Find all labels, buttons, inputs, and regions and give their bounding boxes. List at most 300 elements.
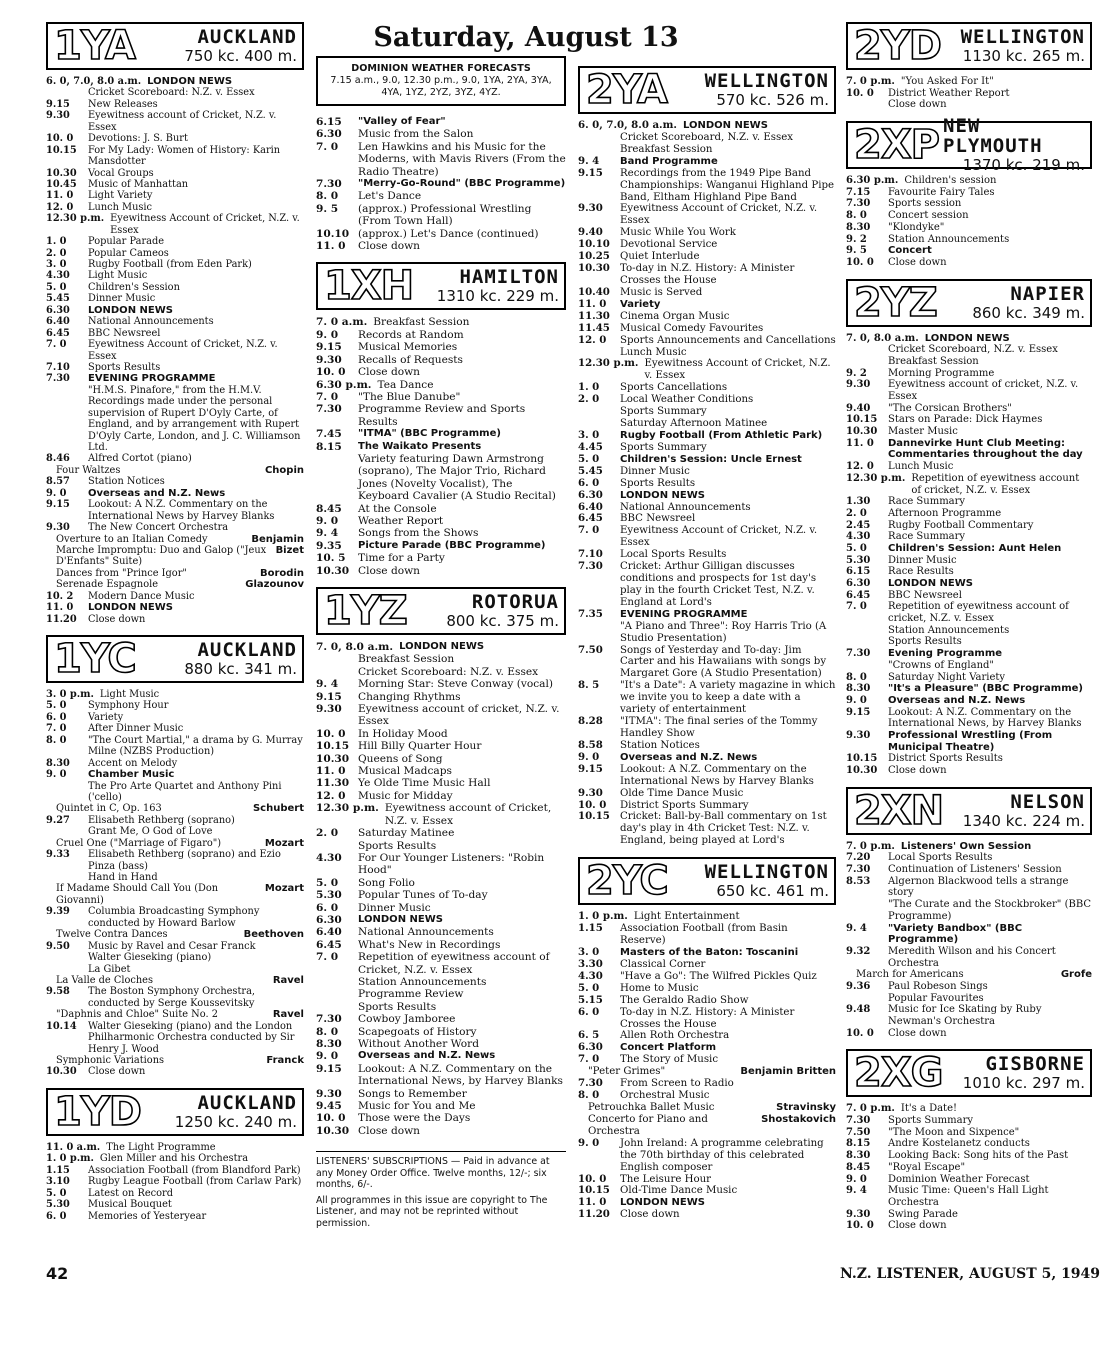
programme-entry	[578, 335, 836, 347]
programme-work	[46, 803, 304, 814]
programme-time: 5. 0	[46, 700, 67, 712]
programme-time: 1. 0	[578, 381, 600, 394]
programme-title: The Boston Symphony Orchestra, conducted by Serge Koussevitsky	[88, 986, 256, 1009]
programme-title: Cricket Scoreboard: N.Z. v. Essex	[88, 87, 255, 99]
programme-entry	[846, 1150, 1092, 1162]
programme-time	[316, 1001, 358, 1013]
programme-title: Morning Programme	[888, 367, 995, 379]
programme-time: 7.10	[46, 361, 70, 373]
programme-title: Sports Results	[888, 636, 962, 648]
programme-work	[46, 838, 304, 849]
programme-time: 7.30	[316, 178, 342, 191]
programme-entry	[46, 328, 304, 339]
programme-entry	[578, 1042, 836, 1054]
programme-entry	[846, 198, 1092, 210]
programme-time: 9. 0	[578, 750, 600, 763]
programme-time: 7.30	[316, 403, 342, 416]
station-frequency: 880 kc. 341 m.	[184, 660, 297, 678]
programme-title: Picture Parade (BBC Programme)	[358, 539, 546, 551]
programme-entry	[846, 99, 1092, 111]
programme-entry	[316, 852, 566, 877]
programme-title: The Waikato Presents	[358, 440, 482, 452]
programme-entry	[846, 695, 1092, 707]
programme-time: 6.40	[578, 500, 603, 513]
programme-entry	[846, 765, 1092, 777]
programme-work	[46, 1055, 304, 1066]
programme-time: 1.15	[578, 922, 603, 935]
programme-time: 9. 4	[846, 922, 867, 934]
programme-entry	[46, 476, 304, 487]
station-frequency: 1010 kc. 297 m.	[962, 1074, 1085, 1093]
composer: Ravel	[272, 1009, 304, 1021]
programme-title: Tea Dance	[377, 378, 434, 391]
programme-time	[578, 621, 620, 645]
programme-title: Dinner Music	[358, 901, 431, 914]
station-callsign: 2YC	[586, 858, 668, 905]
programme-entry	[46, 190, 304, 201]
programme-time: 7.30	[846, 1115, 871, 1127]
station-frequency: 1250 kc. 240 m.	[174, 1112, 297, 1131]
programme-time: 8. 0	[316, 1025, 339, 1038]
programme-time: 6. 0	[316, 901, 339, 914]
programme-title: Memories of Yesteryear	[88, 1210, 207, 1222]
programme-title: Dannevirke Hunt Club Meeting: Commentaries throughout the day	[888, 437, 1083, 461]
programme-title: Meredith Wilson and his Concert Orchestra	[888, 945, 1056, 969]
programme-entry	[316, 988, 566, 1000]
programme-entry	[578, 323, 836, 335]
programme-title: Algernon Blackwood tells a strange story	[888, 875, 1069, 899]
programme-time: 9. 5	[846, 245, 867, 257]
programme-time: 9.30	[46, 110, 70, 122]
programme-time: 10. 0	[846, 1220, 874, 1232]
programme-time	[46, 87, 88, 98]
programme-time: 10. 0	[46, 133, 74, 145]
station-block	[316, 262, 566, 583]
programme-time: 12.30 p.m.	[578, 357, 639, 370]
programme-title: "Klondyke"	[888, 221, 945, 233]
programme-entry	[46, 1165, 304, 1176]
programme-time: 5. 0	[578, 452, 600, 465]
programme-entry	[578, 609, 836, 621]
programme-title: Lookout: A N.Z. Commentary on the International News by Harvey Blanks	[620, 763, 814, 787]
programme-title: Eyewitness Account of Cricket, N.Z. v. Essex	[620, 525, 818, 549]
programme-title: Lookout: A N.Z. Commentary on the International News, by Harvey Blanks	[888, 706, 1082, 730]
programme-entry	[316, 515, 566, 527]
programme-entry	[316, 1063, 566, 1088]
programme-title: Eyewitness account of Cricket, N.Z. v. Essex	[88, 110, 277, 133]
programme-title: Lunch Music	[888, 461, 954, 473]
programme-time: 8.28	[578, 715, 603, 728]
programme-title: To-day in N.Z. History: A Minister Crosses the House	[620, 263, 795, 286]
programme-title: Masters of the Baton: Toscanini	[620, 947, 799, 958]
programme-time: 11. 0	[46, 602, 74, 614]
programme-entry	[316, 428, 566, 440]
programme-time: 7.50	[578, 643, 603, 656]
station-block	[46, 1088, 304, 1228]
programme-entry	[846, 636, 1092, 648]
programme-title: National Announcements	[88, 316, 214, 328]
programme-title: Sports Results	[358, 839, 437, 852]
programme-entry	[846, 175, 1092, 187]
programme-time: 5.30	[46, 1199, 70, 1211]
programme-time: 6.30 p.m.	[316, 378, 372, 391]
programme-entry	[846, 1103, 1092, 1115]
programme-time: 10.30	[846, 426, 878, 438]
programme-title: Song Folio	[358, 876, 415, 889]
programme-time: 8. 0	[578, 1089, 600, 1102]
programme-entry	[316, 902, 566, 914]
programme-title: Symphony Hour	[88, 700, 169, 712]
programme-entry	[316, 379, 566, 391]
work-title: Dances from "Prince Igor"	[56, 567, 187, 579]
programme-time: 3.30	[578, 957, 603, 970]
programme-entry	[846, 707, 1092, 730]
programme-entry	[578, 788, 836, 800]
programme-title: From Screen to Radio	[620, 1078, 734, 1090]
programme-title: Close down	[358, 564, 420, 577]
programme-entry	[316, 116, 566, 128]
programme-entry	[316, 540, 566, 552]
programme-title: National Announcements	[358, 926, 494, 939]
programme-entry	[846, 368, 1092, 380]
programme-work	[46, 1009, 304, 1020]
programme-entry	[578, 525, 836, 549]
programme-title: Without Another Word	[358, 1038, 480, 1050]
programme-entry	[578, 1197, 836, 1209]
station-header	[578, 857, 836, 905]
programme-time: 8.30	[316, 1038, 342, 1050]
weather-heading: DOMINION WEATHER FORECASTS	[351, 63, 531, 74]
programme-entry	[316, 329, 566, 341]
programme-entry	[578, 203, 836, 227]
programme-title: Let's Dance	[358, 190, 422, 203]
programme-title: Programme Review	[358, 988, 464, 1001]
station-block	[316, 587, 566, 1143]
programme-time: 9. 0	[316, 328, 339, 341]
programme-title: Music from the Salon	[358, 128, 474, 141]
programme-entry	[316, 1001, 566, 1013]
programme-time: 10.15	[846, 414, 878, 426]
programme-entry	[846, 590, 1092, 602]
station-header	[846, 1049, 1092, 1097]
programme-time: 9. 4	[316, 678, 339, 691]
programme-time: 9.15	[316, 341, 342, 354]
programme-title: Saturday Afternoon Matinee	[620, 418, 768, 430]
programme-time: 9.30	[578, 202, 603, 215]
programme-title: Rugby Football (From Athletic Park)	[620, 429, 823, 441]
programme-entry	[846, 730, 1092, 753]
programme-entry	[846, 1209, 1092, 1221]
programme-entry	[846, 660, 1092, 672]
programme-entry	[46, 1211, 304, 1222]
programme-title: Sports Summary	[620, 406, 707, 418]
programme-title: Home to Music	[620, 982, 699, 994]
programme-title: Station Notices	[620, 739, 700, 751]
programme-entry	[846, 841, 1092, 853]
programme-entry	[46, 849, 304, 872]
programme-time: 6.15	[846, 566, 871, 578]
programme-title: Close down	[888, 765, 947, 776]
programme-time: 11.30	[316, 777, 350, 790]
programme-time: 9. 0	[46, 487, 67, 499]
programme-time: 9.30	[316, 703, 342, 716]
programme-entry	[846, 1185, 1092, 1208]
programme-time: 5.45	[578, 464, 603, 477]
programme-time: 9. 0	[46, 769, 67, 781]
programme-time: 3. 0	[578, 946, 600, 958]
programme-time: 10.14	[46, 1020, 77, 1032]
programme-time: 9.39	[46, 906, 70, 918]
programme-title: Overseas and N.Z. News	[620, 751, 758, 763]
station-block	[316, 116, 566, 258]
programme-title: Dominion Weather Forecast	[888, 1173, 1030, 1185]
programme-time: 9. 0	[316, 1050, 339, 1063]
programme-entry	[846, 625, 1092, 637]
programme-time: 1.15	[46, 1164, 70, 1176]
programme-entry	[846, 1174, 1092, 1186]
work-title: March for Americans	[856, 969, 964, 981]
programme-entry	[316, 666, 566, 678]
programme-time: 7. 0, 8.0 a.m.	[316, 641, 394, 653]
programme-time: 6. 0	[46, 1210, 67, 1222]
programme-entry	[578, 156, 836, 168]
programme-time	[46, 826, 88, 837]
programme-entry	[578, 959, 836, 971]
programme-title: LONDON NEWS	[620, 489, 705, 501]
programme-title: Music for You and Me	[358, 1100, 476, 1113]
programme-title: Breakfast Session	[358, 653, 455, 666]
programme-entry	[46, 591, 304, 602]
programme-title: Breakfast Session	[888, 355, 979, 367]
programme-title: Records at Random	[358, 328, 464, 341]
programme-title: Devotions: J. S. Burt	[88, 133, 188, 145]
programme-title: Music While You Work	[620, 227, 736, 239]
composer: Benjamin Britten	[740, 1066, 836, 1078]
programme-time: 7.30	[578, 560, 603, 573]
programme-title: Dinner Music	[888, 554, 957, 566]
programme-time	[46, 385, 88, 454]
programme-title: BBC Newsreel	[620, 513, 696, 525]
programme-title: "You Asked For It"	[900, 76, 994, 87]
programme-time: 7. 0 p.m.	[846, 1103, 895, 1115]
programme-time: 5. 0	[46, 1187, 67, 1199]
programme-title: LONDON NEWS	[924, 332, 1010, 344]
programme-title: Listeners' Own Session	[900, 840, 1032, 852]
programme-entry	[46, 522, 304, 533]
programme-title: Sports Results	[358, 1000, 437, 1013]
programme-title: Local Sports Results	[888, 852, 993, 864]
programme-time: 9.33	[46, 849, 70, 861]
programme-title: "Valley of Fear"	[358, 116, 446, 127]
programme-title: Recalls of Requests	[358, 353, 463, 366]
programme-entry	[846, 344, 1092, 356]
programme-title: Station Announcements	[888, 624, 1010, 636]
programme-entry	[46, 815, 304, 826]
programme-time: 5. 0	[578, 981, 600, 994]
programme-time	[578, 406, 620, 418]
programme-entry	[316, 1100, 566, 1112]
programme-entry	[846, 683, 1092, 695]
programme-title: The Geraldo Radio Show	[620, 994, 749, 1006]
programme-title: To-day in N.Z. History: A Minister Crosses the House	[620, 1006, 795, 1030]
programme-title: Variety featuring Dawn Armstrong (soprano), The Major Trio, Richard Jones (Novelty Vocalist), The Keyboard Cavalier (A Studio Recital)	[358, 452, 556, 503]
programme-time: 9.50	[46, 940, 70, 952]
station-city: NELSON	[1010, 790, 1085, 813]
programme-time: 8.53	[846, 875, 871, 887]
programme-title: BBC Newsreel	[888, 589, 962, 601]
programme-time: 7.30	[846, 648, 871, 660]
programme-entry	[578, 971, 836, 983]
programme-entry	[316, 366, 566, 378]
programme-time	[846, 993, 888, 1005]
programme-entry	[316, 354, 566, 366]
programme-time	[316, 666, 358, 678]
station-header	[46, 22, 304, 70]
station-header	[846, 115, 1092, 175]
programme-entry	[578, 1138, 836, 1174]
programme-time: 7. 0	[578, 1053, 600, 1066]
programme-time: 6. 0	[46, 711, 67, 723]
programme-work	[46, 579, 304, 590]
programme-title: "The Court Martial," a drama by G. Murray Milne (NZBS Production)	[88, 734, 303, 758]
programme-time: 6.30	[578, 1041, 603, 1054]
programme-entry	[46, 614, 304, 625]
programme-time: 7. 0	[46, 339, 67, 351]
programme-entry	[316, 527, 566, 539]
programme-title: Weather Report	[358, 514, 444, 527]
programme-title: Elisabeth Rethberg (soprano) and Ezio Pinza (bass)	[88, 849, 281, 872]
programme-title: Children's Session: Uncle Ernest	[620, 453, 802, 465]
programme-title: Latest on Record	[88, 1187, 173, 1199]
programme-time: 6. 0, 7.0, 8.0 a.m.	[578, 119, 677, 131]
station-frequency: 1340 kc. 224 m.	[962, 811, 1085, 830]
programme-time: 9.30	[316, 353, 342, 366]
programme-time: 6.40	[46, 316, 70, 328]
programme-time: 7.45	[316, 428, 342, 441]
programme-time: 11.20	[46, 613, 77, 625]
programme-title: Association Football (from Basin Reserve)	[620, 923, 788, 947]
programme-title: Cinema Organ Music	[620, 310, 730, 322]
programme-entry	[316, 141, 566, 178]
programme-entry	[316, 827, 566, 839]
programme-time	[316, 453, 358, 503]
programme-time: 7. 0 a.m.	[316, 316, 368, 329]
programme-time: 6. 0	[578, 476, 600, 489]
composer: Grofe	[1060, 969, 1092, 981]
programme-time	[46, 872, 88, 883]
programme-title: Andre Kostelanetz conducts	[888, 1138, 1030, 1150]
programme-entry	[46, 1176, 304, 1187]
programme-time: 11. 0	[316, 765, 346, 778]
programme-title: Looking Back: Song hits of the Past	[888, 1150, 1069, 1162]
station-city: NEW PLYMOUTH	[943, 115, 1043, 158]
programme-time: 7.35	[578, 607, 603, 620]
programme-entry	[578, 454, 836, 466]
programme-entry	[316, 653, 566, 665]
programme-entry	[578, 680, 836, 716]
station-frequency: 750 kc. 400 m.	[184, 47, 297, 65]
programme-entry	[46, 964, 304, 975]
programme-time: 10.15	[316, 740, 350, 753]
programme-title: Hill Billy Quarter Hour	[358, 740, 482, 753]
programme-title: Race Summary	[888, 531, 966, 543]
work-title: Overture to an Italian Comedy	[56, 533, 208, 545]
programme-title: Accent on Melody	[88, 757, 178, 769]
programme-title: Station Announcements	[358, 975, 487, 988]
programme-title: Breakfast Session	[620, 143, 713, 155]
programme-entry	[578, 478, 836, 490]
programme-entry	[46, 723, 304, 734]
programme-title: Eyewitness account of cricket, N.Z. v. Essex	[358, 703, 560, 728]
programme-entry	[316, 1050, 566, 1062]
programme-entry	[316, 453, 566, 503]
composer: Ravel	[272, 974, 304, 986]
work-title: Twelve Contra Dances	[56, 929, 168, 941]
programme-entry	[46, 689, 304, 700]
programme-time	[316, 653, 358, 665]
programme-entry	[316, 316, 566, 328]
station-header	[46, 1088, 304, 1136]
programme-title: Sports session	[888, 198, 962, 210]
programme-title: "Merry-Go-Round" (BBC Programme)	[358, 178, 566, 190]
programme-title: In Holiday Mood	[358, 727, 448, 740]
programme-title: Swing Parade	[888, 1208, 958, 1220]
programme-entry	[846, 508, 1092, 520]
programme-entry	[316, 691, 566, 703]
programme-title: Sports Announcements and Cancellations	[620, 334, 836, 346]
programme-time: 12.30 p.m.	[316, 802, 379, 815]
programme-title: Continuation of Listeners' Session	[888, 864, 1062, 876]
programme-title: National Announcements	[620, 501, 751, 513]
station-frequency: 1310 kc. 229 m.	[436, 287, 559, 306]
programme-time: 9.30	[46, 522, 70, 534]
programme-entry	[846, 753, 1092, 765]
programme-entry	[578, 549, 836, 561]
programme-entry	[846, 543, 1092, 555]
programme-title: Hand in Hand	[88, 872, 158, 883]
programme-time: 9. 2	[846, 233, 867, 245]
programme-entry	[846, 946, 1092, 969]
station-frequency: 860 kc. 349 m.	[972, 303, 1085, 322]
programme-entry	[578, 561, 836, 609]
programme-entry	[846, 257, 1092, 269]
programme-time: 9. 4	[578, 154, 600, 167]
work-title: If Madame Should Call You (Don Giovanni)	[56, 883, 219, 906]
programme-time: 9.36	[846, 980, 871, 992]
programme-time: 4.30	[46, 270, 70, 282]
programme-title: Eyewitness Account of Cricket, N.Z. v. Essex	[620, 203, 818, 227]
programme-time: 6.30	[46, 304, 70, 316]
programme-entry	[316, 765, 566, 777]
programme-time: 10. 0	[316, 1112, 346, 1125]
programme-title: Close down	[888, 1220, 947, 1232]
programme-time: 9.15	[316, 1062, 342, 1075]
programme-time: 10.10	[316, 227, 350, 240]
programme-title: Afternoon Programme	[888, 507, 1002, 519]
programme-title: Paul Robeson Sings	[888, 980, 988, 992]
programme-title: Children's Session: Aunt Helen	[888, 542, 1062, 554]
programme-entry	[46, 1188, 304, 1199]
programme-entry	[846, 555, 1092, 567]
programme-entry	[846, 496, 1092, 508]
programme-time	[316, 988, 358, 1000]
station-city: AUCKLAND	[197, 26, 297, 48]
programme-title: District Sports Results	[888, 753, 1003, 765]
programme-time: 10. 0	[846, 1027, 874, 1039]
programme-title: Cricket Scoreboard, N.Z. v. Essex	[620, 131, 794, 143]
programme-entry	[316, 641, 566, 653]
column-3	[578, 18, 836, 1227]
